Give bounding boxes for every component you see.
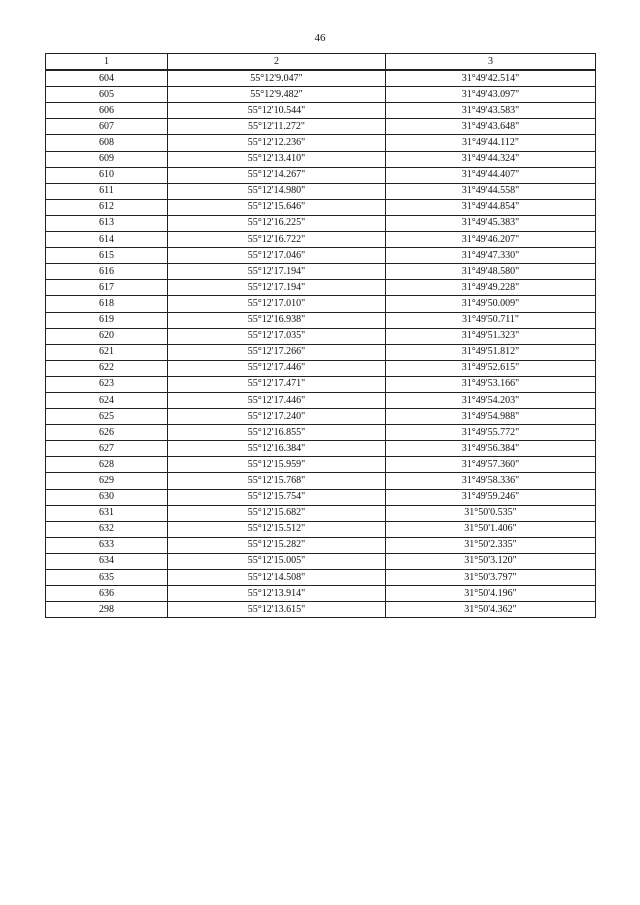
table-row: [46, 344, 596, 360]
table-row: [46, 409, 596, 425]
cell-latitude: 55°12'16.722": [168, 232, 386, 248]
cell-point-number: 614: [46, 232, 168, 248]
cell-latitude: 55°12'13.615": [168, 602, 386, 618]
cell-latitude: 55°12'9.482": [168, 87, 386, 103]
cell-point-number: 616: [46, 264, 168, 280]
cell-point-number: 626: [46, 425, 168, 441]
cell-longitude: 31°49'47.330": [386, 248, 596, 264]
header-cell-latitude: 2: [168, 54, 386, 71]
cell-point-number: 623: [46, 376, 168, 392]
coordinates-table: [45, 53, 596, 618]
cell-point-number: 619: [46, 312, 168, 328]
cell-longitude: 31°49'45.383": [386, 215, 596, 231]
cell-longitude: 31°49'54.203": [386, 392, 596, 408]
table-row: [46, 215, 596, 231]
table-row: [46, 167, 596, 183]
cell-longitude: 31°49'51.323": [386, 328, 596, 344]
cell-latitude: 55°12'15.512": [168, 521, 386, 537]
table-row: [46, 586, 596, 602]
table-row: [46, 183, 596, 199]
cell-latitude: 55°12'14.980": [168, 183, 386, 199]
cell-latitude: 55°12'15.682": [168, 505, 386, 521]
cell-point-number: 605: [46, 87, 168, 103]
cell-longitude: 31°50'3.120": [386, 553, 596, 569]
cell-latitude: 55°12'17.035": [168, 328, 386, 344]
cell-longitude: 31°49'50.009": [386, 296, 596, 312]
cell-latitude: 55°12'15.646": [168, 199, 386, 215]
cell-point-number: 629: [46, 473, 168, 489]
table-row: [46, 473, 596, 489]
cell-longitude: 31°50'4.362": [386, 602, 596, 618]
cell-point-number: 613: [46, 215, 168, 231]
cell-latitude: 55°12'15.959": [168, 457, 386, 473]
cell-point-number: 607: [46, 119, 168, 135]
cell-longitude: 31°49'49.228": [386, 280, 596, 296]
cell-point-number: 636: [46, 586, 168, 602]
cell-longitude: 31°49'44.407": [386, 167, 596, 183]
cell-longitude: 31°49'46.207": [386, 232, 596, 248]
cell-longitude: 31°49'58.336": [386, 473, 596, 489]
cell-longitude: 31°49'56.384": [386, 441, 596, 457]
cell-point-number: 298: [46, 602, 168, 618]
table-row: [46, 537, 596, 553]
cell-latitude: 55°12'16.855": [168, 425, 386, 441]
cell-point-number: 606: [46, 103, 168, 119]
table-row: [46, 392, 596, 408]
cell-latitude: 55°12'15.282": [168, 537, 386, 553]
cell-point-number: 624: [46, 392, 168, 408]
cell-longitude: 31°49'42.514": [386, 70, 596, 87]
table-row: [46, 280, 596, 296]
cell-point-number: 604: [46, 70, 168, 87]
cell-latitude: 55°12'15.005": [168, 553, 386, 569]
table-row: [46, 70, 596, 87]
cell-point-number: 627: [46, 441, 168, 457]
table-row: [46, 425, 596, 441]
header-cell-point: 1: [46, 54, 168, 71]
cell-point-number: 620: [46, 328, 168, 344]
page-number: 46: [314, 32, 326, 44]
table-body: [46, 70, 596, 618]
table-row: [46, 441, 596, 457]
cell-latitude: 55°12'14.267": [168, 167, 386, 183]
cell-longitude: 31°49'57.360": [386, 457, 596, 473]
cell-latitude: 55°12'17.240": [168, 409, 386, 425]
cell-point-number: 609: [46, 151, 168, 167]
cell-point-number: 632: [46, 521, 168, 537]
cell-longitude: 31°50'4.196": [386, 586, 596, 602]
cell-latitude: 55°12'16.938": [168, 312, 386, 328]
table-row: [46, 553, 596, 569]
cell-latitude: 55°12'9.047": [168, 70, 386, 87]
cell-latitude: 55°12'13.914": [168, 586, 386, 602]
table-row: [46, 505, 596, 521]
cell-latitude: 55°12'14.508": [168, 570, 386, 586]
cell-latitude: 55°12'10.544": [168, 103, 386, 119]
table-row: [46, 457, 596, 473]
cell-point-number: 621: [46, 344, 168, 360]
cell-longitude: 31°49'55.772": [386, 425, 596, 441]
cell-latitude: 55°12'15.754": [168, 489, 386, 505]
cell-longitude: 31°49'50.711": [386, 312, 596, 328]
cell-longitude: 31°50'3.797": [386, 570, 596, 586]
cell-latitude: 55°12'17.446": [168, 392, 386, 408]
cell-point-number: 617: [46, 280, 168, 296]
table-row: [46, 199, 596, 215]
cell-point-number: 610: [46, 167, 168, 183]
header-cell-longitude: 3: [386, 54, 596, 71]
table-row: [46, 376, 596, 392]
cell-latitude: 55°12'17.010": [168, 296, 386, 312]
table-row: [46, 521, 596, 537]
table-row: [46, 296, 596, 312]
cell-point-number: 635: [46, 570, 168, 586]
cell-longitude: 31°50'2.335": [386, 537, 596, 553]
cell-longitude: 31°49'44.112": [386, 135, 596, 151]
cell-latitude: 55°12'13.410": [168, 151, 386, 167]
table-row: [46, 248, 596, 264]
header-row: [46, 54, 596, 71]
cell-longitude: 31°49'43.583": [386, 103, 596, 119]
cell-latitude: 55°12'17.266": [168, 344, 386, 360]
table-row: [46, 135, 596, 151]
cell-longitude: 31°49'44.854": [386, 199, 596, 215]
cell-longitude: 31°49'43.097": [386, 87, 596, 103]
cell-latitude: 55°12'16.384": [168, 441, 386, 457]
cell-latitude: 55°12'16.225": [168, 215, 386, 231]
cell-point-number: 630: [46, 489, 168, 505]
cell-point-number: 618: [46, 296, 168, 312]
table-row: [46, 602, 596, 618]
table-row: [46, 151, 596, 167]
cell-latitude: 55°12'17.194": [168, 264, 386, 280]
cell-latitude: 55°12'17.194": [168, 280, 386, 296]
table-row: [46, 87, 596, 103]
cell-longitude: 31°49'51.812": [386, 344, 596, 360]
cell-point-number: 633: [46, 537, 168, 553]
cell-point-number: 615: [46, 248, 168, 264]
cell-latitude: 55°12'17.446": [168, 360, 386, 376]
cell-latitude: 55°12'11.272": [168, 119, 386, 135]
cell-point-number: 612: [46, 199, 168, 215]
cell-longitude: 31°49'44.558": [386, 183, 596, 199]
cell-longitude: 31°49'59.246": [386, 489, 596, 505]
cell-point-number: 625: [46, 409, 168, 425]
table-row: [46, 103, 596, 119]
cell-longitude: 31°49'44.324": [386, 151, 596, 167]
cell-point-number: 634: [46, 553, 168, 569]
cell-point-number: 628: [46, 457, 168, 473]
table-row: [46, 360, 596, 376]
cell-point-number: 611: [46, 183, 168, 199]
cell-longitude: 31°49'52.615": [386, 360, 596, 376]
table-row: [46, 119, 596, 135]
table-row: [46, 328, 596, 344]
table-row: [46, 232, 596, 248]
cell-point-number: 622: [46, 360, 168, 376]
cell-point-number: 608: [46, 135, 168, 151]
cell-latitude: 55°12'12.236": [168, 135, 386, 151]
cell-longitude: 31°49'43.648": [386, 119, 596, 135]
cell-latitude: 55°12'17.471": [168, 376, 386, 392]
cell-longitude: 31°50'1.406": [386, 521, 596, 537]
cell-latitude: 55°12'15.768": [168, 473, 386, 489]
cell-longitude: 31°50'0.535": [386, 505, 596, 521]
cell-longitude: 31°49'53.166": [386, 376, 596, 392]
cell-point-number: 631: [46, 505, 168, 521]
table-row: [46, 264, 596, 280]
table-row: [46, 312, 596, 328]
cell-longitude: 31°49'54.988": [386, 409, 596, 425]
cell-latitude: 55°12'17.046": [168, 248, 386, 264]
table-row: [46, 489, 596, 505]
table-row: [46, 570, 596, 586]
cell-longitude: 31°49'48.580": [386, 264, 596, 280]
